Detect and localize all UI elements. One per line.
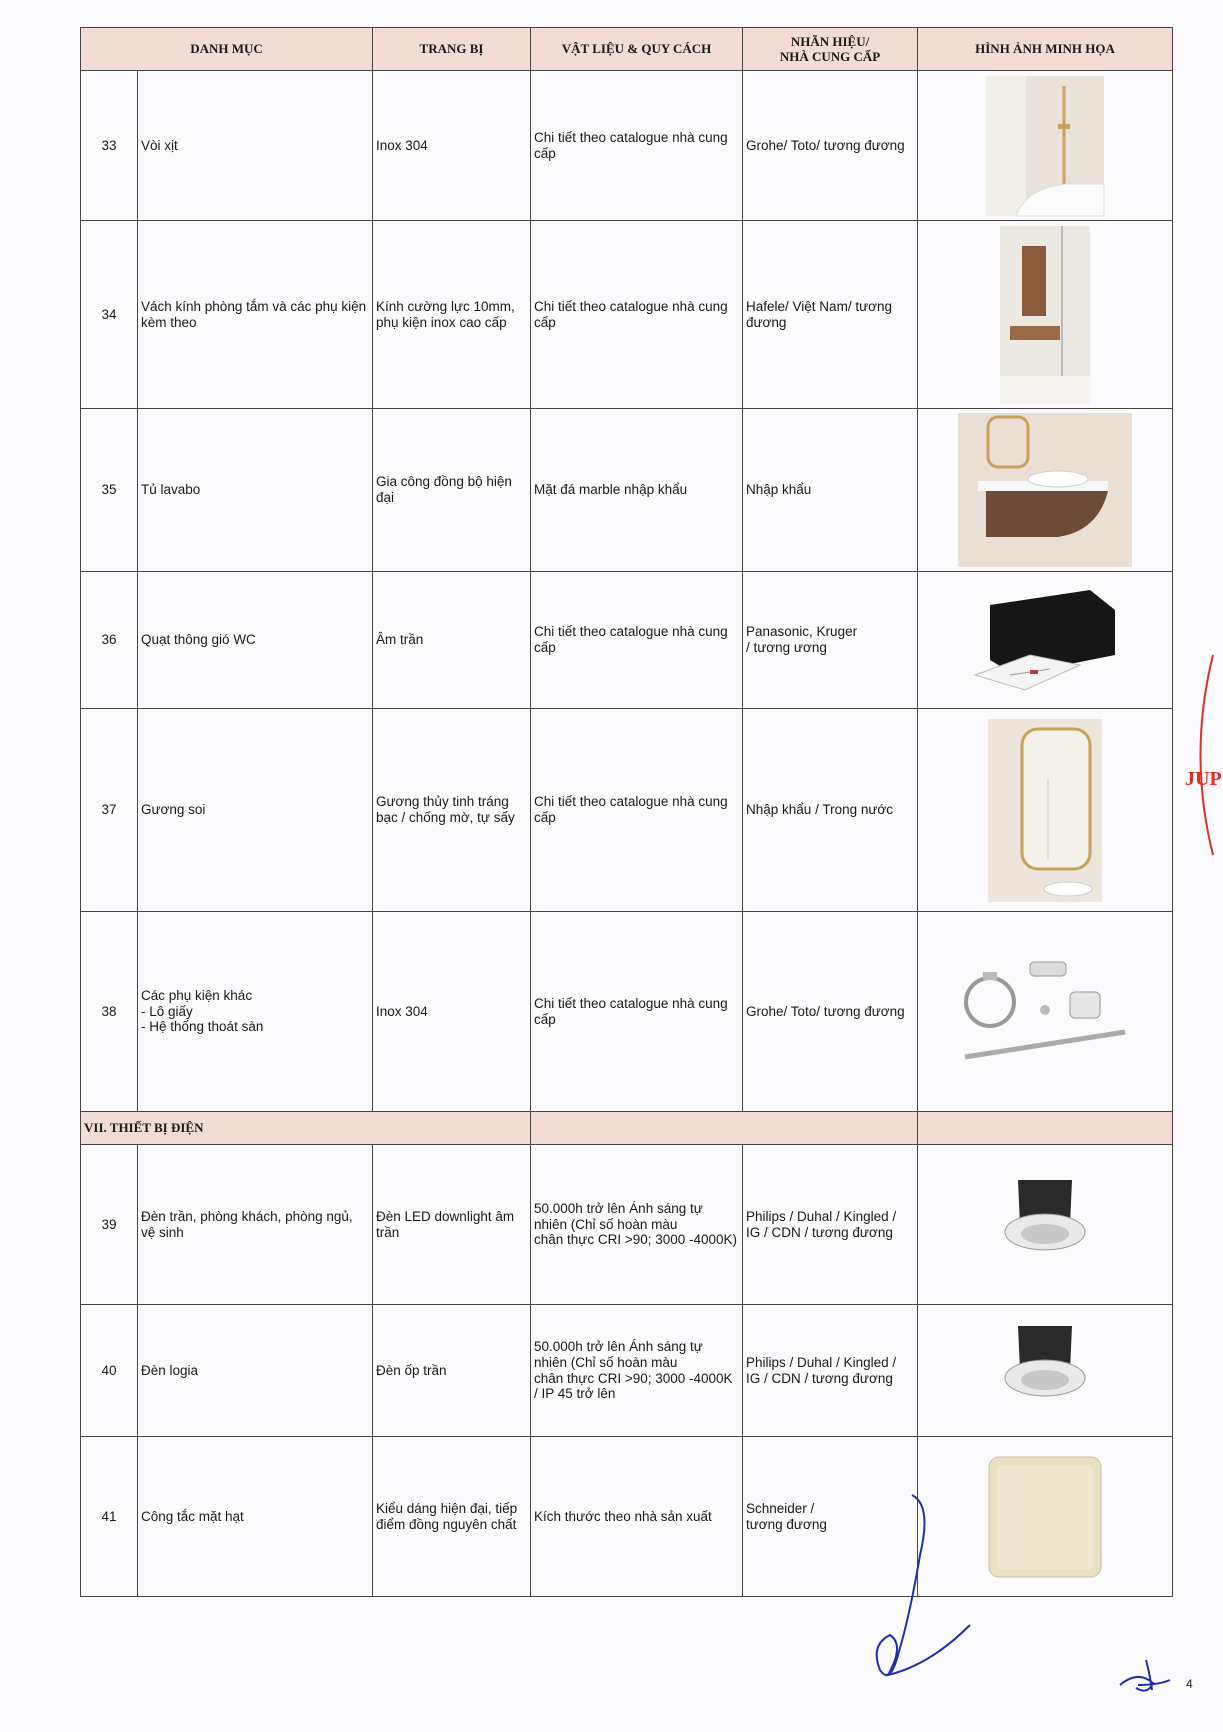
table-row (81, 912, 1173, 1112)
row-item: Tủ lavabo (138, 409, 373, 572)
table-row (81, 709, 1173, 912)
table-row (81, 1437, 1173, 1597)
row-brand: Philips / Duhal / Kingled / IG / CDN / tương đương (743, 1145, 918, 1305)
row-number: 39 (81, 1145, 138, 1305)
row-brand: Hafele/ Việt Nam/ tương đương (743, 221, 918, 409)
table-header-row (81, 28, 1173, 71)
row-brand: Schneider / tương đương (743, 1437, 918, 1597)
row-equipment: Gia công đồng bộ hiện đại (373, 409, 531, 572)
row-equipment: Âm trần (373, 572, 531, 709)
row-brand: Nhập khẩu (743, 409, 918, 572)
section-title: VII. THIẾT BỊ ĐIỆN (81, 1112, 531, 1145)
table-row (81, 409, 1173, 572)
row-number: 40 (81, 1305, 138, 1437)
row-brand: Panasonic, Kruger / tương ương (743, 572, 918, 709)
vanity-cabinet-icon (958, 413, 1132, 567)
table-row (81, 221, 1173, 409)
row-image (918, 71, 1173, 221)
bidet-spray-icon (986, 76, 1104, 216)
row-material: Chi tiết theo catalogue nhà cung cấp (531, 221, 743, 409)
header-brand: NHÃN HIỆU/ NHÀ CUNG CẤP (743, 28, 918, 71)
row-number: 37 (81, 709, 138, 912)
spec-sheet (80, 27, 1172, 1597)
table-row (81, 1305, 1173, 1437)
glass-shower-icon (1000, 226, 1090, 404)
row-material: 50.000h trở lên Ánh sáng tự nhiên (Chỉ số hoàn màu chân thực CRI >90; 3000 -4000K / IP 45 trở lên (531, 1305, 743, 1437)
ceiling-light-icon (1000, 1318, 1090, 1423)
header-category: DANH MỤC (81, 28, 373, 71)
row-number: 41 (81, 1437, 138, 1597)
row-equipment: Inox 304 (373, 912, 531, 1112)
row-item: Gương soi (138, 709, 373, 912)
section-spacer (531, 1112, 918, 1145)
row-image (918, 572, 1173, 709)
table-row (81, 572, 1173, 709)
header-material: VẬT LIỆU & QUY CÁCH (531, 28, 743, 71)
wall-switch-icon (985, 1453, 1105, 1581)
row-item: Quạt thông gió WC (138, 572, 373, 709)
row-equipment: Gương thủy tinh tráng bạc / chống mờ, tự sấy (373, 709, 531, 912)
row-image (918, 1305, 1173, 1437)
row-material: Kích thước theo nhà sản xuất (531, 1437, 743, 1597)
row-equipment: Inox 304 (373, 71, 531, 221)
row-number: 35 (81, 409, 138, 572)
row-number: 34 (81, 221, 138, 409)
row-brand: Grohe/ Toto/ tương đương (743, 912, 918, 1112)
row-item: Vách kính phòng tắm và các phụ kiện kèm theo (138, 221, 373, 409)
row-item: Vòi xịt (138, 71, 373, 221)
downlight-icon (1000, 1170, 1090, 1280)
row-item: Đèn logia (138, 1305, 373, 1437)
section-spacer (918, 1112, 1173, 1145)
row-equipment: Kính cường lực 10mm, phụ kiện inox cao cấp (373, 221, 531, 409)
row-material: Chi tiết theo catalogue nhà cung cấp (531, 912, 743, 1112)
row-item: Đèn trần, phòng khách, phòng ngủ, vệ sinh (138, 1145, 373, 1305)
mirror-icon (988, 719, 1102, 902)
row-material: Chi tiết theo catalogue nhà cung cấp (531, 709, 743, 912)
row-material: Mặt đá marble nhập khẩu (531, 409, 743, 572)
row-number: 36 (81, 572, 138, 709)
stamp-text: JUP (1185, 768, 1222, 790)
row-image (918, 409, 1173, 572)
ventilation-fan-icon (970, 585, 1120, 695)
row-image (918, 912, 1173, 1112)
row-brand: Nhập khẩu / Trong nước (743, 709, 918, 912)
equipment-table (80, 27, 1173, 1597)
row-image (918, 1145, 1173, 1305)
header-equipment: TRANG BỊ (373, 28, 531, 71)
header-illustration: HÌNH ẢNH MINH HỌA (918, 28, 1173, 71)
signature (840, 1495, 980, 1695)
row-brand: Philips / Duhal / Kingled / IG / CDN / tương đương (743, 1305, 918, 1437)
initials-signature (1118, 1655, 1173, 1700)
table-row (81, 71, 1173, 221)
row-image (918, 221, 1173, 409)
row-equipment: Đèn ốp trần (373, 1305, 531, 1437)
row-material: Chi tiết theo catalogue nhà cung cấp (531, 71, 743, 221)
row-number: 33 (81, 71, 138, 221)
bath-accessories-icon (955, 952, 1135, 1072)
row-item: Các phụ kiện khác - Lô giấy - Hệ thống thoát sàn (138, 912, 373, 1112)
row-image (918, 709, 1173, 912)
company-stamp (1183, 655, 1223, 855)
row-material: Chi tiết theo catalogue nhà cung cấp (531, 572, 743, 709)
row-number: 38 (81, 912, 138, 1112)
row-equipment: Kiểu dáng hiện đại, tiếp điểm đồng nguyên chất (373, 1437, 531, 1597)
row-brand: Grohe/ Toto/ tương đương (743, 71, 918, 221)
row-material: 50.000h trở lên Ánh sáng tự nhiên (Chỉ số hoàn màu chân thực CRI >90; 3000 -4000K) (531, 1145, 743, 1305)
section-row (81, 1112, 1173, 1145)
row-item: Công tắc mặt hạt (138, 1437, 373, 1597)
page-number: 4 (1186, 1677, 1193, 1691)
table-row (81, 1145, 1173, 1305)
row-equipment: Đèn LED downlight âm trần (373, 1145, 531, 1305)
